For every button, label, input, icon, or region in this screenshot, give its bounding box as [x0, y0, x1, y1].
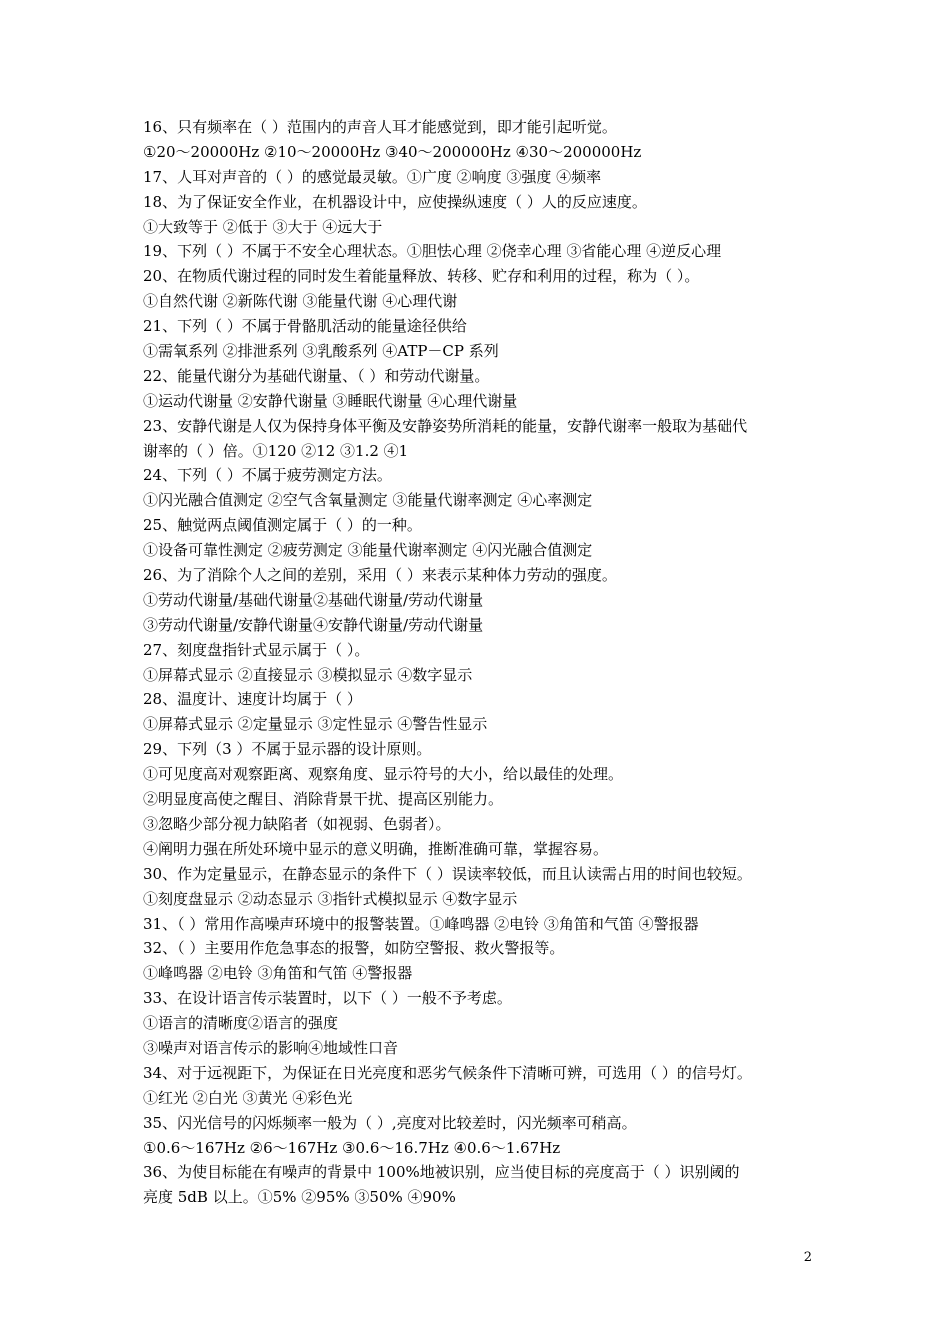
question-list	[143, 115, 813, 1210]
text-line: 22、能量代谢分为基础代谢量、（ ）和劳动代谢量。	[143, 366, 490, 385]
text-line: ①峰鸣器 ②电铃 ③角笛和气笛 ④警报器	[143, 964, 413, 983]
text-line: 32、（ ）主要用作危急事态的报警，如防空警报、救火警报等。	[143, 939, 565, 958]
text-line: ①0.6～167Hz ②6～167Hz ③0.6～16.7Hz ④0.6～1.67Hz	[143, 1138, 561, 1157]
text-line: 谢率的（ ）倍。①120 ②12 ③1.2 ④1	[143, 441, 409, 460]
text-line: ①屏幕式显示 ②直接显示 ③模拟显示 ④数字显示	[143, 665, 473, 684]
text-line: 23、安静代谢是人仅为保持身体平衡及安静姿势所消耗的能量，安静代谢率一般取为基础代	[143, 416, 748, 435]
text-line: 26、为了消除个人之间的差别，采用（ ）来表示某种体力劳动的强度。	[143, 566, 617, 585]
text-line: ③忽略少部分视力缺陷者（如视弱、色弱者）。	[143, 814, 451, 833]
text-line: ①劳动代谢量/基础代谢量②基础代谢量/劳动代谢量	[143, 590, 484, 609]
text-line: 24、下列（ ）不属于疲劳测定方法。	[143, 466, 392, 485]
text-line: ①20～20000Hz ②10～20000Hz ③40～200000Hz ④30～200000Hz	[143, 142, 642, 161]
text-line: ①红光 ②白光 ③黄光 ④彩色光	[143, 1088, 353, 1107]
text-line: 36、为使目标能在有噪声的背景中 100%地被识别，应当使目标的亮度高于（ ）识别阈的	[143, 1163, 740, 1182]
text-line: 20、在物质代谢过程的同时发生着能量释放、转移、贮存和利用的过程，称为（ ）。	[143, 267, 700, 286]
text-line: 16、只有频率在（ ）范围内的声音人耳才能感觉到，即才能引起听觉。	[143, 118, 617, 136]
text-line: 34、对于远视距下，为保证在日光亮度和恶劣气候条件下清晰可辨，可选用（ ）的信号灯。	[143, 1063, 752, 1082]
text-line: 17、人耳对声音的（ ）的感觉最灵敏。①广度 ②响度 ③强度 ④频率	[143, 167, 602, 186]
text-line: 18、为了保证安全作业，在机器设计中，应使操纵速度（ ）人的反应速度。	[143, 192, 647, 211]
text-line: 31、（ ）常用作高噪声环境中的报警装置。①峰鸣器 ②电铃 ③角笛和气笛 ④警报器	[143, 914, 699, 933]
text-line: 33、在设计语言传示装置时，以下（ ）一般不予考虑。	[143, 989, 512, 1008]
text-line: ②明显度高使之醒目、消除背景干扰、提高区别能力。	[143, 790, 504, 809]
text-line: ①语言的清晰度②语言的强度	[143, 1014, 339, 1033]
text-line: ①自然代谢 ②新陈代谢 ③能量代谢 ④心理代谢	[143, 292, 458, 311]
text-line: 29、下列（3 ）不属于显示器的设计原则。	[143, 740, 432, 759]
text-line: 21、下列（ ）不属于骨骼肌活动的能量途径供给	[143, 317, 467, 336]
text-line: ①设备可靠性测定 ②疲劳测定 ③能量代谢率测定 ④闪光融合值测定	[143, 541, 593, 560]
text-line: ①可见度高对观察距离、观察角度、显示符号的大小，给以最佳的处理。	[143, 765, 624, 784]
text-line: ①闪光融合值测定 ②空气含氧量测定 ③能量代谢率测定 ④心率测定	[143, 491, 593, 510]
text-line: 27、刻度盘指针式显示属于（ ）。	[143, 640, 370, 659]
text-line: ③劳动代谢量/安静代谢量④安静代谢量/劳动代谢量	[143, 615, 484, 634]
text-line: 25、触觉两点阈值测定属于（ ）的一种。	[143, 516, 422, 535]
text-line: ④阐明力强在所处环境中显示的意义明确，推断准确可靠，掌握容易。	[143, 839, 609, 858]
text-line: ③噪声对语言传示的影响④地域性口音	[143, 1038, 399, 1057]
text-line: 亮度 5dB 以上。①5% ②95% ③50% ④90%	[143, 1188, 456, 1207]
text-line: ①刻度盘显示 ②动态显示 ③指针式模拟显示 ④数字显示	[143, 889, 518, 908]
text-line: ①屏幕式显示 ②定量显示 ③定性显示 ④警告性显示	[143, 715, 488, 734]
text-line: 28、温度计、速度计均属于（ ）	[143, 690, 362, 709]
text-line: 35、闪光信号的闪烁频率一般为（ ）,亮度对比较差时，闪光频率可稍高。	[143, 1113, 637, 1132]
page-number: 2	[803, 1250, 812, 1265]
text-line: 19、下列（ ）不属于不安全心理状态。①胆怯心理 ②侥幸心理 ③省能心理 ④逆反心理	[143, 242, 722, 261]
text-line: ①运动代谢量 ②安静代谢量 ③睡眠代谢量 ④心理代谢量	[143, 391, 518, 410]
text-line: ①大致等于 ②低于 ③大于 ④远大于	[143, 217, 383, 236]
text-line: 30、作为定量显示，在静态显示的条件下（ ）误读率较低，而且认读需占用的时间也较短。	[143, 864, 752, 883]
text-line: ①需氧系列 ②排泄系列 ③乳酸系列 ④ATP－CP 系列	[143, 342, 499, 361]
